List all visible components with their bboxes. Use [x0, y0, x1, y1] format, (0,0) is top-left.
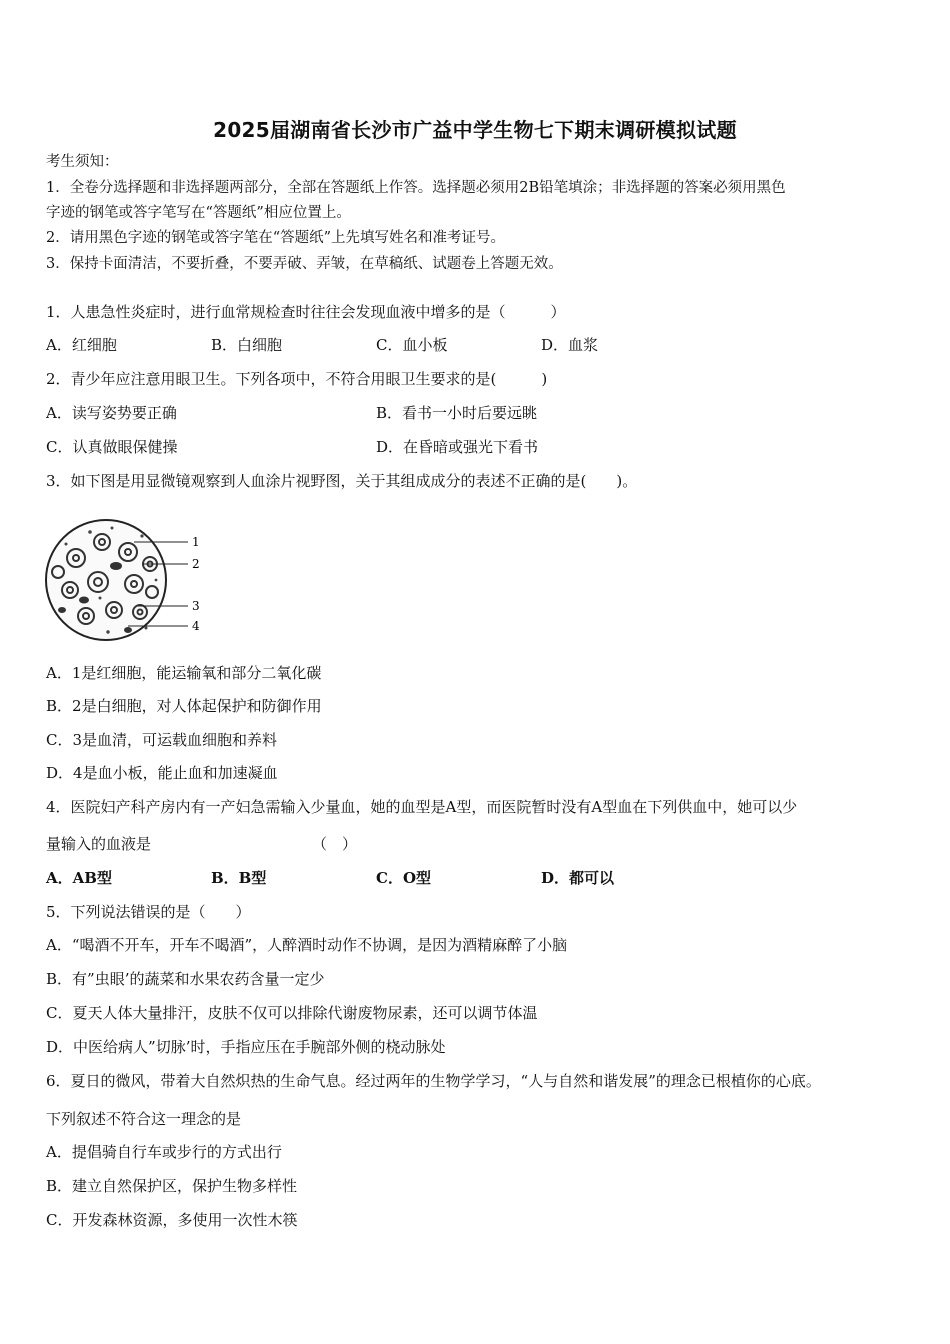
question-2-option-d: D．在昏暗或强光下看书 — [376, 438, 539, 456]
microscope-field — [46, 520, 166, 640]
question-5-option-b: B．有”虫眼’的蔬菜和水果农药含量一定少 — [46, 970, 325, 988]
figure-label-2: 2 — [192, 557, 200, 571]
blood-smear-figure — [42, 512, 212, 648]
question-6-stem-line1: 6．夏日的微风，带着大自然炽热的生命气息。经过两年的生物学学习，“人与自然和谐发展”的理念已根植你的心底。 — [46, 1072, 821, 1090]
question-5-option-d: D．中医给病人”切脉’时，手指应压在手腕部外侧的桡动脉处 — [46, 1038, 446, 1056]
question-3-option-a: A．1是红细胞，能运输氧和部分二氧化碳 — [46, 664, 322, 682]
question-6-option-b: B．建立自然保护区，保护生物多样性 — [46, 1177, 298, 1195]
question-4-option-b: B．B型 — [211, 869, 267, 887]
figure-label-3: 3 — [192, 599, 200, 613]
question-6-stem-line2: 下列叙述不符合这一理念的是 — [46, 1110, 242, 1128]
question-3-option-b: B．2是白细胞，对人体起保护和防御作用 — [46, 697, 322, 715]
notice-item: 3．保持卡面清洁，不要折叠，不要弄破、弄皱，在草稿纸、试题卷上答题无效。 — [46, 256, 563, 272]
question-1-option-b: B．白细胞 — [211, 336, 283, 354]
notice-item: 2．请用黑色字迹的钢笔或答字笔在“答题纸”上先填写姓名和准考证号。 — [46, 230, 506, 246]
exam-title: 2025届湖南省长沙市广益中学生物七下期末调研模拟试题 — [213, 118, 737, 142]
question-4-stem-line2: 量输入的血液是 — [46, 835, 152, 853]
question-2-option-b: B．看书一小时后要远眺 — [376, 404, 538, 422]
question-1-stem: 1．人患急性炎症时，进行血常规检查时往往会发现血液中增多的是（ ） — [46, 303, 566, 321]
question-1-option-a: A．红细胞 — [46, 336, 117, 354]
question-5-option-a: A．“喝酒不开车，开车不喝酒”，人醉酒时动作不协调，是因为酒精麻醉了小脑 — [46, 936, 568, 954]
question-4-stem-line1: 4．医院妇产科产房内有一产妇急需输入少量血，她的血型是A型，而医院暂时没有A型血在下列供血中，她可以少 — [46, 798, 798, 816]
figure-label-1: 1 — [192, 535, 200, 549]
question-4-option-d: D．都可以 — [541, 869, 615, 887]
question-4-option-c: C．O型 — [376, 869, 432, 887]
question-3-option-d: D．4是血小板，能止血和加速凝血 — [46, 764, 278, 782]
question-4-bracket: （ ） — [312, 835, 358, 853]
notice-item: 字迹的钢笔或答字笔写在“答题纸”相应位置上。 — [46, 205, 351, 221]
question-3-option-c: C．3是血清，可运载血细胞和养料 — [46, 731, 278, 749]
question-1-option-d: D．血浆 — [541, 336, 599, 354]
figure-label-4: 4 — [192, 619, 200, 633]
question-5-stem: 5．下列说法错误的是（ ） — [46, 903, 251, 921]
question-5-option-c: C．夏天人体大量排汗，皮肤不仅可以排除代谢废物尿素，还可以调节体温 — [46, 1004, 538, 1022]
question-3-stem: 3．如下图是用显微镜观察到人血涂片视野图，关于其组成成分的表述不正确的是( )。 — [46, 472, 638, 490]
notice-heading: 考生须知： — [46, 154, 119, 170]
notice-item: 1．全卷分选择题和非选择题两部分，全部在答题纸上作答。选择题必须用2B铅笔填涂；非选择题的答案必须用黑色 — [46, 180, 786, 196]
question-6-option-a: A．提倡骑自行车或步行的方式出行 — [46, 1143, 282, 1161]
question-6-option-c: C．开发森林资源，多使用一次性木筷 — [46, 1211, 298, 1229]
question-4-option-a: A．AB型 — [46, 869, 112, 887]
question-1-option-c: C．血小板 — [376, 336, 448, 354]
question-2-stem: 2．青少年应注意用眼卫生。下列各项中，不符合用眼卫生要求的是( ) — [46, 370, 548, 388]
question-2-option-a: A．读写姿势要正确 — [46, 404, 177, 422]
question-2-option-c: C．认真做眼保健操 — [46, 438, 178, 456]
